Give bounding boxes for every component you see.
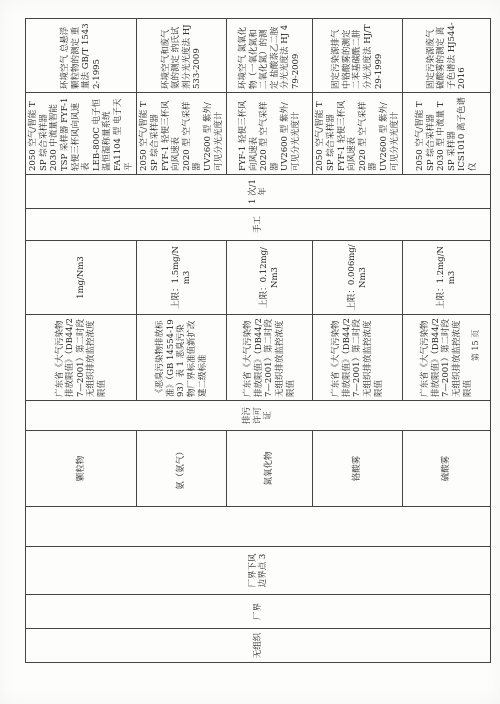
analysis-cell: 环境空气 氮氧化物（一氧化氮和二氧化氮）的测定 盐酸萘乙二胺分光光度法 HJ 479-2009 bbox=[227, 19, 313, 93]
pollutant-cell: 铬酸雾 bbox=[313, 431, 403, 507]
instrument-cell: 2050 空气/智能 TSP 综合采样器 FYF-1 轻便三杯风向风速表 2020 型 空气采样器 UV2600 型 紫外/可见分光光度计 bbox=[137, 93, 227, 175]
point-cell: 厂界下风边界点 3 bbox=[26, 547, 491, 595]
frequency-cell: 1 次/1 年 bbox=[26, 175, 491, 209]
standard-cell: 广东省《大气污染物排放限值》（DB44/27—2001）第二时段无组织排放监控浓度限值 bbox=[227, 315, 313, 401]
standard-cell: 广东省《大气污染物排放限值》（DB44/27—2001）第二时段无组织排放监控浓度限值 bbox=[313, 315, 403, 401]
subcategory-cell: 厂界 bbox=[26, 595, 491, 629]
analysis-cell: 环境空气和废气 氨的测定 纳氏试剂分光光度法 HJ 533-2009 bbox=[137, 19, 227, 93]
analysis-cell: 固定污染源废气 硫酸雾的测定 离子色谱法 HJ544-2016 bbox=[403, 19, 491, 93]
pollutant-cell: 氨（氨气） bbox=[137, 431, 227, 507]
standard-cell: 广东省《大气污染物排放限值》（DB44/27—2001）第二时段无组织排放监控浓度限值 bbox=[26, 315, 137, 401]
limit-cell: 上限：0.006mg/Nm3 bbox=[313, 241, 403, 315]
empty-cell bbox=[26, 507, 491, 547]
instrument-cell: FYF-1 轻便三杯风向风速表 2020 型 空气采样器 UV2600 型 紫外/可见分光光度计 bbox=[227, 93, 313, 175]
analysis-cell: 环境空气 总悬浮颗粒物的测定 重量法 GB/T 15432-1995 bbox=[26, 19, 137, 93]
instrument-cell: 2050 空气/智能 TSP 综合采样器 2030 中流量智能 TSP 采样器 FYF-1 轻便三杯风向风速表 LEB-800C 电子恒温恒湿称量系统 FA1104 型 电子天平 bbox=[26, 93, 137, 175]
standard-cell: 《恶臭污染物排放标准》（GB 14554-1993）表 1 恶臭污染物厂界标准值新扩改建二级标准 bbox=[137, 315, 227, 401]
limit-cell: 上限：1.5mg/Nm3 bbox=[137, 241, 227, 315]
limit-cell: 1mg/Nm3 bbox=[26, 241, 137, 315]
pollutant-cell: 氮氧化物 bbox=[227, 431, 313, 507]
pollutant-cell: 颗粒物 bbox=[26, 431, 137, 507]
limit-cell: 上限：0.12mg/Nm3 bbox=[227, 241, 313, 315]
category-cell: 无组织 bbox=[26, 629, 491, 663]
method-cell: 手工 bbox=[26, 209, 491, 241]
limit-cell: 上限：1.2mg/Nm3 bbox=[403, 241, 491, 315]
analysis-cell: 固定污染源排气中铬酸雾的测定 二苯基碳酰二肼分光光度法 HJ/T 29-1999 bbox=[313, 19, 403, 93]
pollutant-cell: 硫酸雾 bbox=[403, 431, 491, 507]
table-row bbox=[26, 19, 137, 663]
monitoring-table bbox=[25, 18, 491, 663]
instrument-cell: 2050 空气/智能 TSP 综合采样器 FYF-1 轻便三杯风向风速表 2020 型 空气采样器 UV2600 型 紫外/可见分光光度计 bbox=[313, 93, 403, 175]
page-number: 第 15 页 bbox=[471, 329, 481, 362]
instrument-cell: 2050 空气/智能 TSP 综合采样器 2030 型 中流量 TSP 采样器 ICS1010 离子色谱仪 bbox=[403, 93, 491, 175]
standard-type-cell: 排污许可证 bbox=[26, 401, 491, 431]
standard-cell: 广东省《大气污染物排放限值》（DB44/27—2001）第二时段无组织排放监控浓度限值 bbox=[403, 315, 491, 401]
